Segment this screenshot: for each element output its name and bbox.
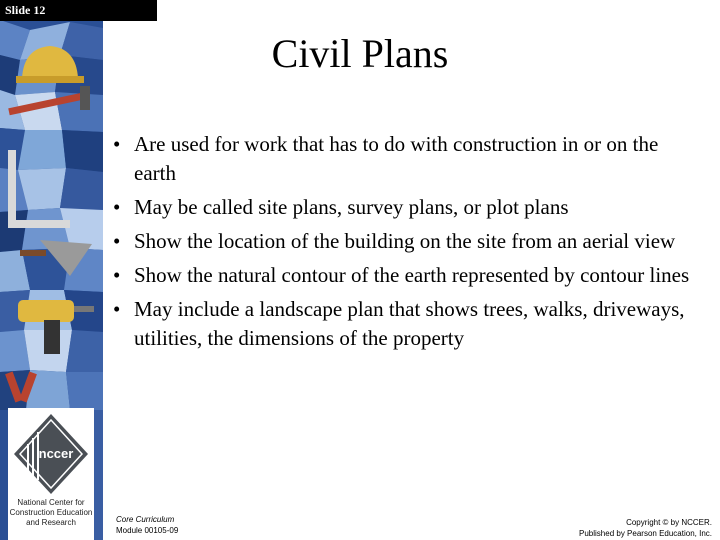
bullet-item: • May include a landscape plan that shows trees, walks, driveways, utilities, the dimensions of the property — [113, 295, 693, 353]
footer-copyright-block — [579, 517, 712, 539]
bullet-list — [113, 130, 693, 358]
footer-publisher: Published by Pearson Education, Inc. — [579, 529, 712, 538]
bullet-item: • May be called site plans, survey plans, or plot plans — [113, 193, 693, 222]
bullet-item: • Show the natural contour of the earth represented by contour lines — [113, 261, 693, 290]
nccer-org-name: National Center for Construction Education and Research — [9, 498, 93, 527]
bullet-item: • Are used for work that has to do with construction in or on the earth — [113, 130, 693, 188]
footer-copyright: Copyright © by NCCER. — [626, 518, 712, 527]
footer-module: Module 00105-09 — [116, 526, 179, 535]
bullet-item: • Show the location of the building on the site from an aerial view — [113, 227, 693, 256]
footer-curriculum: Core Curriculum — [116, 515, 175, 524]
nccer-logo — [8, 408, 94, 498]
slide-number: Slide 12 — [0, 0, 157, 21]
nccer-logo-panel — [8, 408, 94, 540]
footer-curriculum-block — [116, 514, 178, 536]
nccer-mark-text: nccer — [38, 446, 74, 461]
slide-title: Civil Plans — [271, 31, 449, 76]
